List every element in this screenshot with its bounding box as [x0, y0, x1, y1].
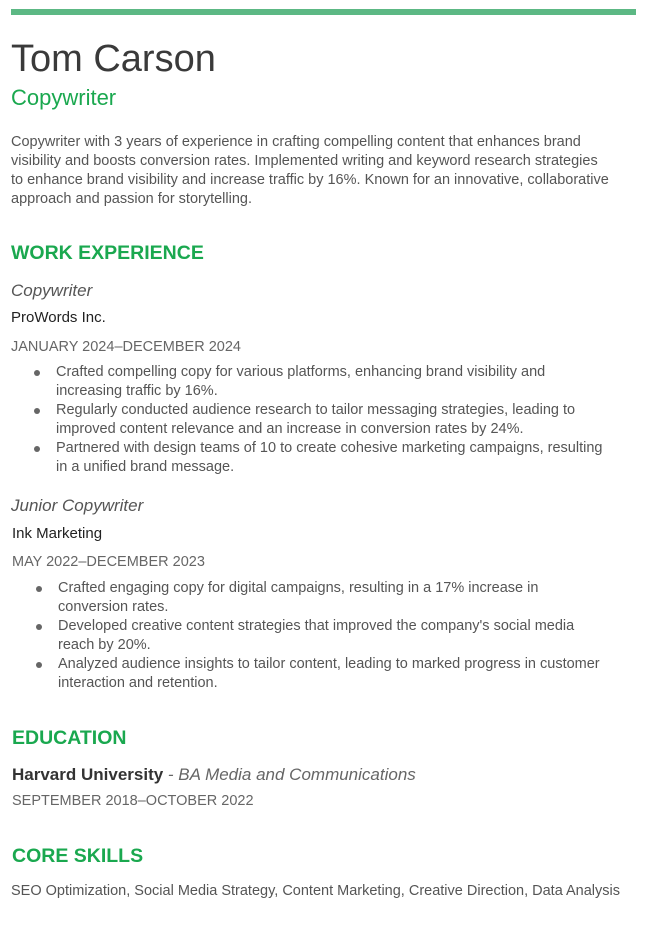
list-item: Partnered with design teams of 10 to create cohesive marketing campaigns, resulting in a unified brand message. [9, 439, 609, 477]
education-separator: - [163, 765, 179, 784]
summary: Copywriter with 3 years of experience in crafting compelling content that enhances brand visibility and boosts conversion rates. Implemented writing and keyword research strategies to enhance brand visibility and increase traffic by 16%. Known for an innovative, collaborative approach and passion for storytelling. [11, 134, 609, 207]
education-dates: SEPTEMBER 2018–OCTOBER 2022 [12, 793, 254, 809]
candidate-name: Tom Carson [11, 38, 216, 80]
list-item: Crafted engaging copy for digital campaigns, resulting in a 17% increase in conversion rates. [11, 579, 611, 617]
list-item: Regularly conducted audience research to tailor messaging strategies, leading to improved content relevance and an increase in conversion rates by 24%. [9, 401, 609, 439]
school-name: Harvard University [12, 765, 164, 784]
job-1-bullets [9, 363, 609, 477]
company-name: Ink Marketing [12, 525, 103, 542]
job-2-bullets [11, 579, 611, 693]
skills-list: SEO Optimization, Social Media Strategy, Content Marketing, Creative Direction, Data Analysis [11, 883, 620, 899]
job-dates: MAY 2022–DECEMBER 2023 [12, 554, 205, 570]
degree: BA Media and Communications [178, 765, 416, 784]
education-heading: EDUCATION [12, 727, 127, 749]
core-skills-heading: CORE SKILLS [12, 845, 144, 867]
top-accent-bar [11, 9, 636, 15]
job-dates: JANUARY 2024–DECEMBER 2024 [11, 339, 241, 355]
job-title: Junior Copywriter [11, 496, 144, 515]
list-item: Analyzed audience insights to tailor content, leading to marked progress in customer interaction and retention. [11, 655, 611, 693]
work-experience-heading: WORK EXPERIENCE [11, 242, 204, 264]
candidate-title: Copywriter [11, 85, 117, 110]
company-name: ProWords Inc. [11, 309, 106, 326]
list-item: Crafted compelling copy for various platforms, enhancing brand visibility and increasing traffic by 16%. [9, 363, 609, 401]
list-item: Developed creative content strategies that improved the company's social media reach by 20%. [11, 617, 611, 655]
education-entry [12, 764, 416, 786]
job-title: Copywriter [11, 281, 93, 300]
